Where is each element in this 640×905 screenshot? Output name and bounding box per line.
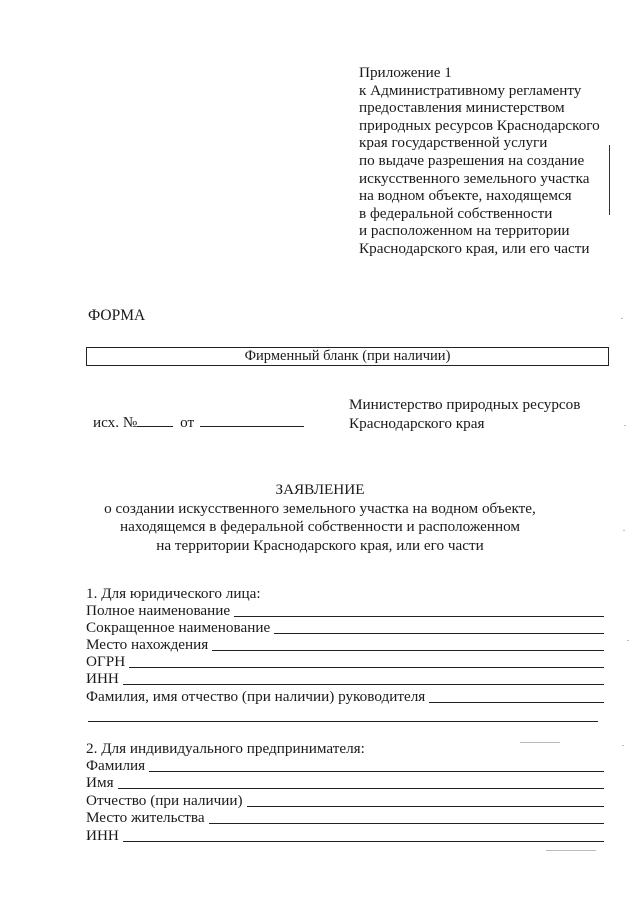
field-label: Место жительства: [86, 809, 205, 826]
title-line: на территории Краснодарского края, или его части: [156, 536, 484, 554]
field-label: Имя: [86, 774, 114, 791]
recipient-line: Краснодарского края: [349, 415, 485, 432]
field-label: ИНН: [86, 670, 119, 687]
appendix-line: в федеральной собственности: [359, 204, 553, 222]
field-short-name: [86, 619, 604, 636]
entrepreneur-heading: 2. Для индивидуального предпринимателя:: [86, 740, 365, 757]
short-name-input[interactable]: [274, 621, 604, 634]
full-name-input[interactable]: [234, 604, 604, 617]
scan-speck: [627, 640, 629, 641]
scan-speck: [624, 425, 626, 426]
legal-entity-heading: 1. Для юридического лица:: [86, 585, 261, 602]
scan-mark: [609, 145, 610, 215]
field-surname: [86, 757, 604, 774]
outgoing-reference: [93, 412, 304, 432]
ogrn-input[interactable]: [129, 655, 604, 668]
field-inn: [86, 670, 604, 687]
recipient-block: [349, 395, 580, 433]
patronymic-input[interactable]: [247, 794, 604, 807]
appendix-line: к Административному регламенту: [359, 81, 582, 99]
field-full-name: [86, 602, 604, 619]
field-first-name: [86, 774, 604, 791]
appendix-line: Краснодарского края, или его части: [359, 239, 590, 257]
appendix-line: и расположенном на территории: [359, 222, 570, 240]
field-label: ОГРН: [86, 653, 126, 670]
title-line: находящемся в федеральной собственности и расположенном: [119, 518, 521, 535]
field-director-name: [86, 688, 604, 705]
field-location: [86, 636, 604, 653]
ref-number-field[interactable]: [137, 412, 173, 427]
title-heading: ЗАЯВЛЕНИЕ: [275, 481, 365, 498]
field-label: Место нахождения: [86, 636, 209, 653]
field-ogrn: [86, 653, 604, 670]
appendix-line: искусственного земельного участка: [359, 169, 590, 187]
field-label: ИНН: [86, 827, 119, 844]
location-input[interactable]: [212, 638, 604, 651]
title-line: о создании искусственного земельного участка на водном объекте,: [104, 499, 536, 517]
appendix-line: на водном объекте, находящемся: [359, 187, 572, 205]
first-name-input[interactable]: [118, 776, 604, 789]
appendix-block: [359, 64, 600, 258]
scan-speck: [546, 850, 596, 851]
field-label: Фамилия: [86, 757, 146, 774]
scan-speck: [622, 745, 624, 746]
field-label: Полное наименование: [86, 602, 231, 619]
field-patronymic: [86, 792, 604, 809]
ref-date-field[interactable]: [200, 412, 304, 427]
inn-input[interactable]: [123, 672, 604, 685]
appendix-line: края государственной услуги: [359, 134, 548, 152]
scan-speck: [621, 318, 623, 319]
field-label: Отчество (при наличии): [86, 792, 243, 809]
field-residence: [86, 809, 604, 826]
appendix-line: природных ресурсов Краснодарского: [359, 116, 600, 134]
ref-date-label: от: [180, 414, 195, 431]
appendix-line: Приложение 1: [359, 64, 452, 81]
surname-input[interactable]: [149, 759, 604, 772]
director-name-continuation-line[interactable]: [88, 721, 598, 722]
form-label: ФОРМА: [88, 307, 146, 324]
residence-input[interactable]: [209, 811, 604, 824]
recipient-line: Министерство природных ресурсов: [349, 396, 581, 413]
entrepreneur-inn-input[interactable]: [123, 829, 604, 842]
field-entrepreneur-inn: [86, 827, 604, 844]
appendix-line: по выдаче разрешения на создание: [359, 151, 585, 169]
ref-number-label: исх. №: [93, 414, 138, 431]
document-title: [0, 481, 640, 555]
letterhead-label: Фирменный бланк (при наличии): [244, 348, 451, 364]
field-label: Сокращенное наименование: [86, 619, 271, 636]
appendix-line: предоставления министерством: [359, 99, 565, 117]
letterhead-box: [86, 347, 609, 366]
director-name-input[interactable]: [429, 690, 604, 703]
field-label: Фамилия, имя отчество (при наличии) руководителя: [86, 688, 426, 705]
